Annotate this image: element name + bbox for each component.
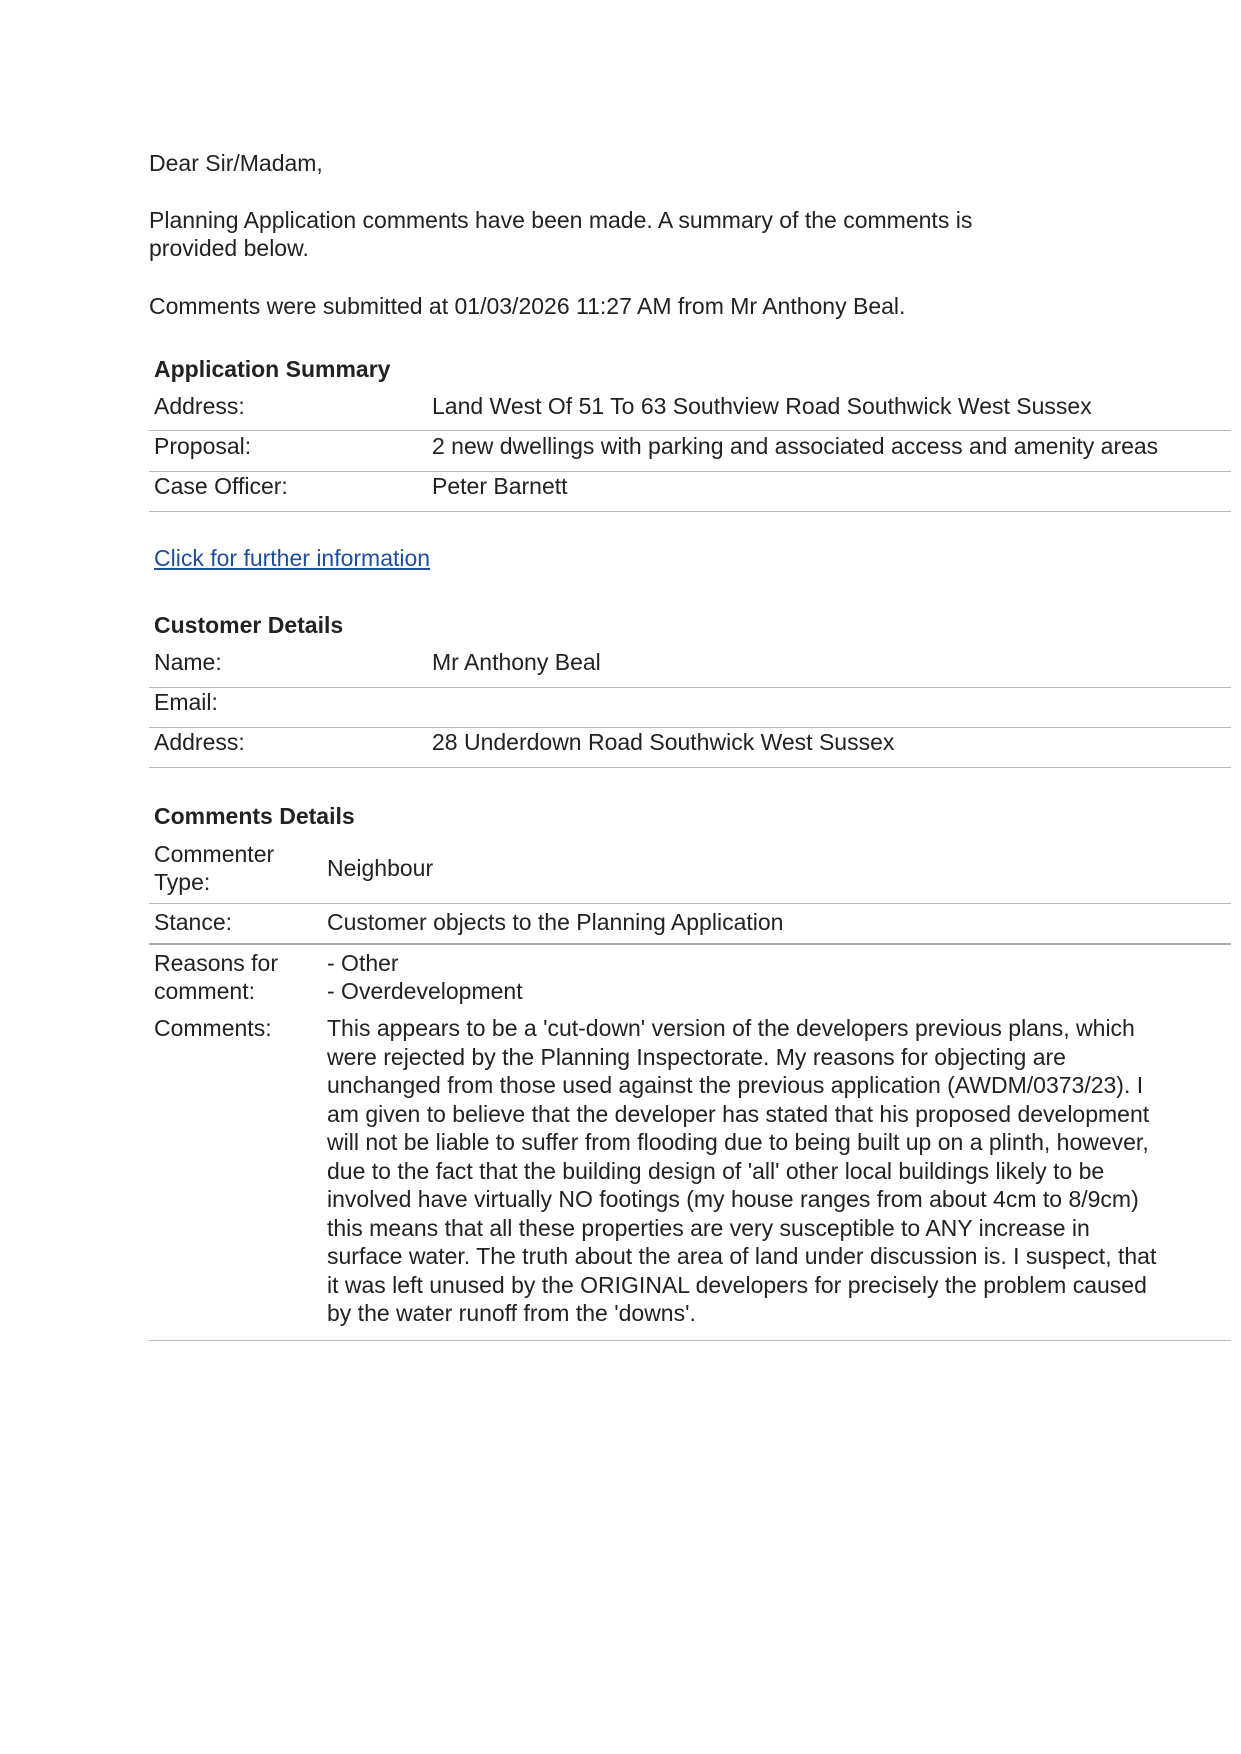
comments-row-commenter-type bbox=[149, 840, 1231, 904]
comments-line: am given to believe that the developer has stated that his proposed development bbox=[327, 1100, 1150, 1127]
customer-row-name bbox=[149, 648, 1231, 688]
greeting: Dear Sir/Madam, bbox=[149, 150, 323, 176]
intro-line-1: Planning Application comments have been made. A summary of the comments is bbox=[149, 207, 973, 233]
comments-line: This appears to be a 'cut-down' version of the developers previous plans, which bbox=[327, 1015, 1135, 1041]
summary-case-officer-label: Case Officer: bbox=[154, 473, 288, 499]
summary-row-case-officer bbox=[149, 472, 1231, 512]
summary-address-label: Address: bbox=[154, 393, 245, 419]
customer-email-label: Email: bbox=[154, 689, 218, 715]
commenter-type-value: Neighbour bbox=[327, 855, 434, 881]
customer-row-email bbox=[149, 688, 1231, 728]
customer-row-address bbox=[149, 728, 1231, 768]
comments-row-stance bbox=[149, 905, 1231, 945]
comments-label: Comments: bbox=[154, 1015, 272, 1041]
comments-line: due to the fact that the building design of 'all' other local buildings likely to be bbox=[327, 1157, 1105, 1184]
comments-details-title: Comments Details bbox=[154, 803, 355, 829]
reasons-label-line-1: Reasons for bbox=[154, 950, 279, 976]
summary-row-address bbox=[149, 392, 1231, 431]
comments-row-comments bbox=[149, 1014, 1231, 1341]
customer-details-title: Customer Details bbox=[154, 612, 344, 638]
comments-line: this means that all these properties are very susceptible to ANY increase in bbox=[327, 1214, 1090, 1241]
comments-text bbox=[327, 1014, 1232, 1328]
commenter-type-label-line-2: Type: bbox=[154, 869, 211, 895]
submitted-text: Comments were submitted at 01/03/2026 11:27 AM from Mr Anthony Beal. bbox=[149, 293, 906, 319]
reason-item-2: - Overdevelopment bbox=[327, 978, 523, 1004]
comments-line: surface water. The truth about the area of land under discussion is. I suspect, that bbox=[327, 1243, 1157, 1269]
summary-address-value: Land West Of 51 To 63 Southview Road Southwick West Sussex bbox=[432, 393, 1092, 419]
comments-line: it was left unused by the ORIGINAL developers for precisely the problem caused bbox=[327, 1271, 1147, 1298]
comments-line: unchanged from those used against the previous application (AWDM/0373/23). I bbox=[327, 1072, 1144, 1098]
customer-address-label: Address: bbox=[154, 729, 245, 755]
comments-line: by the water runoff from the 'downs'. bbox=[327, 1300, 696, 1326]
summary-row-proposal bbox=[149, 432, 1231, 472]
customer-name-value: Mr Anthony Beal bbox=[432, 649, 601, 675]
reasons-label-line-2: comment: bbox=[154, 978, 255, 1004]
application-summary-title: Application Summary bbox=[154, 356, 391, 382]
summary-proposal-value: 2 new dwellings with parking and associated access and amenity areas bbox=[432, 433, 1159, 459]
further-information-link[interactable]: Click for further information bbox=[154, 545, 431, 571]
summary-case-officer-value: Peter Barnett bbox=[432, 473, 568, 499]
comments-line: were rejected by the Planning Inspectorate. My reasons for objecting are bbox=[327, 1043, 1066, 1070]
commenter-type-label-line-1: Commenter bbox=[154, 841, 275, 867]
intro-line-2: provided below. bbox=[149, 235, 309, 261]
comments-line: involved have virtually NO footings (my house ranges from about 4cm to 8/9cm) bbox=[327, 1186, 1139, 1212]
comments-row-reasons bbox=[149, 949, 1231, 1009]
customer-address-value: 28 Underdown Road Southwick West Sussex bbox=[432, 729, 895, 755]
stance-value: Customer objects to the Planning Application bbox=[327, 909, 784, 935]
reason-item-1: - Other bbox=[327, 950, 399, 976]
comments-line: will not be liable to suffer from flooding due to being built up on a plinth, however, bbox=[327, 1129, 1149, 1155]
summary-proposal-label: Proposal: bbox=[154, 433, 252, 459]
customer-name-label: Name: bbox=[154, 649, 222, 675]
stance-label: Stance: bbox=[154, 909, 232, 935]
